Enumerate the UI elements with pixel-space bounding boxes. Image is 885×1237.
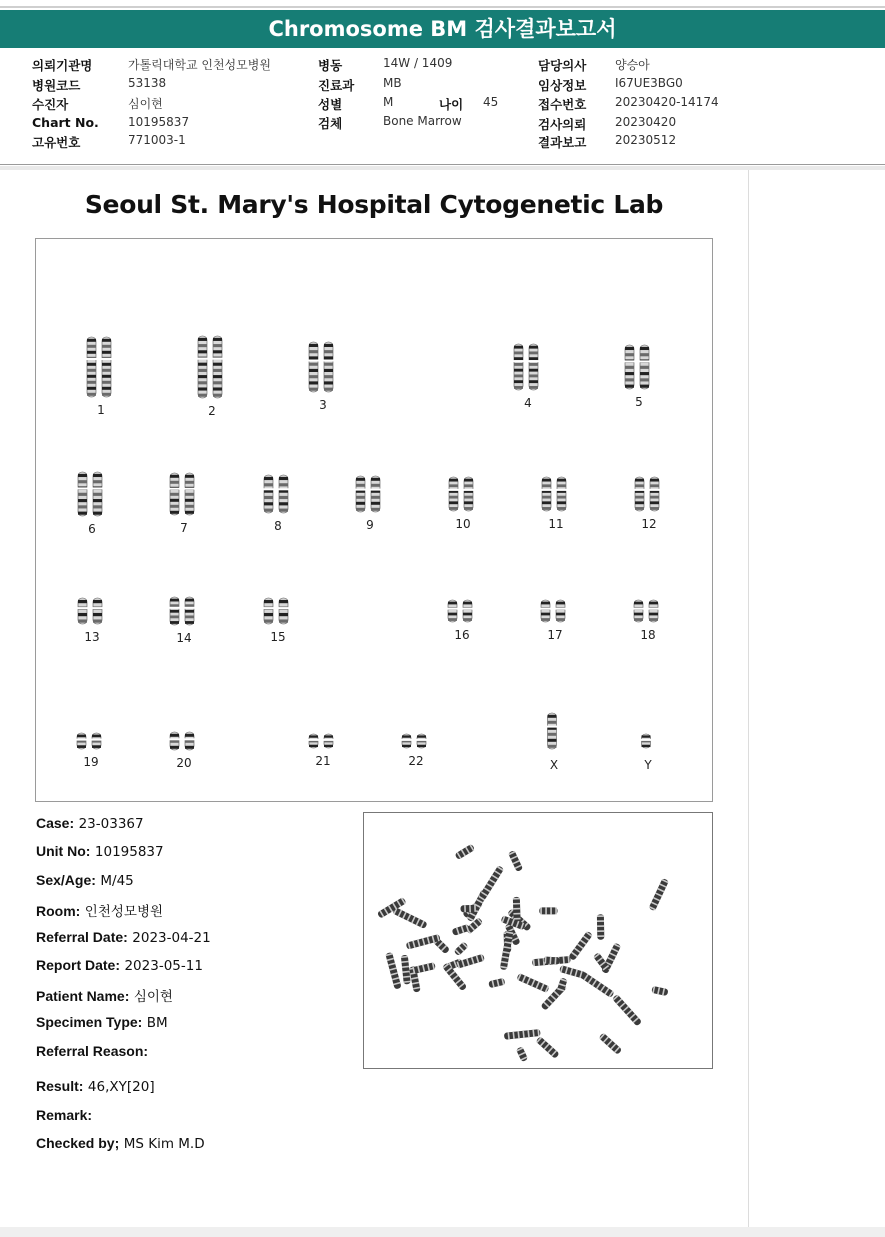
field-unit-no [36,843,164,860]
field-case-label: Case: [36,815,75,831]
lab-title: Seoul St. Mary's Hospital Cytogenetic Lab [84,190,664,219]
header-label-physician: 담당의사 [538,58,587,73]
chromosome-label-X: X [549,758,559,772]
header-value-hospital-code: 53138 [128,76,167,90]
metaphase-chromosome [500,930,514,970]
chromosome-6 [72,470,112,518]
chromosome-label-21: 21 [315,754,331,768]
chromosome-22 [396,732,436,750]
header-value-patient: 심이현 [128,97,163,111]
header-value-unique-no: 771003-1 [128,133,186,147]
field-unit-no-label: Unit No: [36,843,91,859]
field-result-label: Result: [36,1078,84,1094]
chromosome-label-14: 14 [176,631,192,645]
chromosome-label-7: 7 [180,521,188,535]
header-value-ward: 14W / 1409 [383,56,453,70]
field-referral-date [36,929,211,946]
metaphase-spread [364,813,712,1068]
field-specimen-type [36,1014,168,1031]
metaphase-chromosome [516,1046,528,1062]
header-label-patient: 수진자 [32,97,69,112]
metaphase-chromosome [452,924,470,936]
chromosome-21 [303,732,343,750]
chromosome-label-15: 15 [270,630,286,644]
chromosome-5 [619,343,659,391]
field-referral-date-value: 2023-04-21 [132,930,211,946]
chromosome-3 [303,340,343,394]
metaphase-chromosome [559,965,586,979]
metaphase-chromosome [454,941,469,956]
field-report-date [36,957,203,974]
chromosome-Y [639,732,657,750]
metaphase-chromosome [597,914,604,940]
field-remark [36,1107,92,1124]
header-label-hospital-code: 병원코드 [32,78,81,93]
metaphase-chromosome [488,978,505,988]
header-label-department: 진료과 [318,78,355,93]
metaphase-chromosome [385,952,401,990]
metaphase-chromosome [478,865,504,901]
field-specimen-type-value: BM [146,1015,168,1031]
chromosome-label-8: 8 [274,519,282,533]
field-case-value: 23-03367 [78,816,144,832]
header-label-report-date: 결과보고 [538,135,587,150]
chromosome-label-11: 11 [548,517,564,531]
chromosome-10 [443,475,483,513]
field-result-value: 46,XY[20] [87,1079,155,1095]
field-remark-label: Remark: [36,1107,93,1123]
metaphase-chromosome [568,931,593,961]
header-label-request-date: 검사의뢰 [538,117,587,132]
chromosome-label-22: 22 [408,754,424,768]
chromosome-1 [81,335,121,399]
field-sex-age-value: M/45 [100,873,134,889]
chromosome-14 [164,595,204,627]
chromosome-label-1: 1 [97,403,105,417]
metaphase-chromosome [392,907,427,929]
field-specimen-type-label: Specimen Type: [36,1014,143,1030]
metaphase-chromosome [454,844,475,860]
metaphase-chromosome [651,986,668,996]
chromosome-11 [536,475,576,513]
chromosome-label-Y: Y [644,758,652,772]
metaphase-chromosome [539,907,557,914]
header-divider [0,164,885,165]
header-label-requester: 의뢰기관명 [32,58,93,73]
header-label-ward: 병동 [318,58,343,73]
metaphase-chromosome [543,956,560,964]
karyotype-panel [35,238,713,802]
chromosome-label-10: 10 [455,517,471,531]
report-banner [0,10,885,48]
metaphase-chromosome [406,934,441,950]
chromosome-2 [192,334,232,400]
metaphase-chromosome [401,955,411,985]
metaphase-chromosome [599,1033,623,1055]
metaphase-chromosome [612,994,642,1026]
header-value-requester: 가톨릭대학교 인천성모병원 [128,58,271,72]
chromosome-label-4: 4 [524,396,532,410]
chromosome-12 [629,475,669,513]
header-value-specimen: Bone Marrow [383,114,462,128]
chromosome-label-12: 12 [641,517,657,531]
header-value-accession-no: 20230420-14174 [615,95,719,109]
field-patient-name [36,985,173,1005]
chromosome-label-17: 17 [547,628,563,642]
field-room [36,900,163,920]
chromosome-18 [628,598,668,624]
field-unit-no-value: 10195837 [94,844,164,860]
chromosome-15 [258,596,298,626]
header-value-report-date: 20230512 [615,133,677,147]
chromosome-19 [71,731,111,751]
chromosome-9 [350,474,390,514]
header-label-sex: 성별 [318,97,343,112]
chromosome-20 [164,730,204,752]
metaphase-chromosome [649,878,669,911]
field-sex-age [36,872,134,889]
chromosome-label-20: 20 [176,756,192,770]
header-value-department: MB [383,76,402,90]
chromosome-label-18: 18 [640,628,656,642]
metaphase-chromosome [508,850,523,872]
metaphase-chromosome [535,1036,559,1059]
metaphase-chromosome [556,977,567,993]
header-value-clinical-info: I67UE3BG0 [615,76,683,90]
chromosome-label-2: 2 [208,404,216,418]
metaphase-image [363,812,713,1069]
header-label-clinical-info: 임상정보 [538,78,587,93]
metaphase-chromosome [460,905,477,913]
metaphase-chromosome [516,973,549,993]
chromosome-label-13: 13 [84,630,100,644]
header-label-unique-no: 고유번호 [32,135,81,150]
field-checked-by-value: MS Kim M.D [123,1136,205,1152]
patient-header [0,50,885,164]
header-label-accession-no: 접수번호 [538,97,587,112]
chromosome-X [545,711,563,751]
chromosome-label-9: 9 [366,518,374,532]
chromosome-label-6: 6 [88,522,96,536]
field-checked-by-label: Checked by; [36,1135,120,1151]
right-margin-pane [749,170,885,1227]
header-label-specimen: 검체 [318,116,343,131]
bottom-scroll-band [0,1227,885,1237]
chromosome-label-19: 19 [83,755,99,769]
field-sex-age-label: Sex/Age: [36,872,96,888]
chromosome-label-16: 16 [454,628,470,642]
metaphase-chromosome [504,1029,541,1040]
chromosome-13 [72,596,112,626]
field-referral-date-label: Referral Date: [36,929,128,945]
header-value-age: 45 [483,95,499,109]
field-report-date-label: Report Date: [36,957,121,973]
header-value-chart-no: 10195837 [128,115,190,129]
header-value-physician: 양승아 [615,58,650,72]
chromosome-17 [535,598,575,624]
header-label-chart-no: Chart No. [32,115,99,130]
field-report-date-value: 2023-05-11 [124,958,203,974]
field-patient-name-label: Patient Name: [36,988,130,1004]
chromosome-16 [442,598,482,624]
header-label-age: 나이 [439,97,464,112]
chromosome-4 [508,342,548,392]
header-value-request-date: 20230420 [615,115,677,129]
chromosome-8 [258,473,298,515]
chromosome-label-5: 5 [635,395,643,409]
chromosome-label-3: 3 [319,398,327,412]
field-referral-reason [36,1043,148,1060]
field-case [36,815,144,832]
chromosome-7 [164,471,204,517]
field-result [36,1078,155,1095]
field-referral-reason-label: Referral Reason: [36,1043,149,1059]
banner-title: Chromosome BM 검사결과보고서 [268,17,617,41]
field-patient-name-value: 심이현 [133,989,173,1005]
header-value-sex: M [383,95,394,109]
field-room-label: Room: [36,903,81,919]
metaphase-chromosome [412,962,436,974]
top-divider [0,6,885,8]
field-checked-by [36,1135,205,1152]
metaphase-chromosome [456,954,485,969]
field-room-value: 인천성모병원 [84,904,164,920]
